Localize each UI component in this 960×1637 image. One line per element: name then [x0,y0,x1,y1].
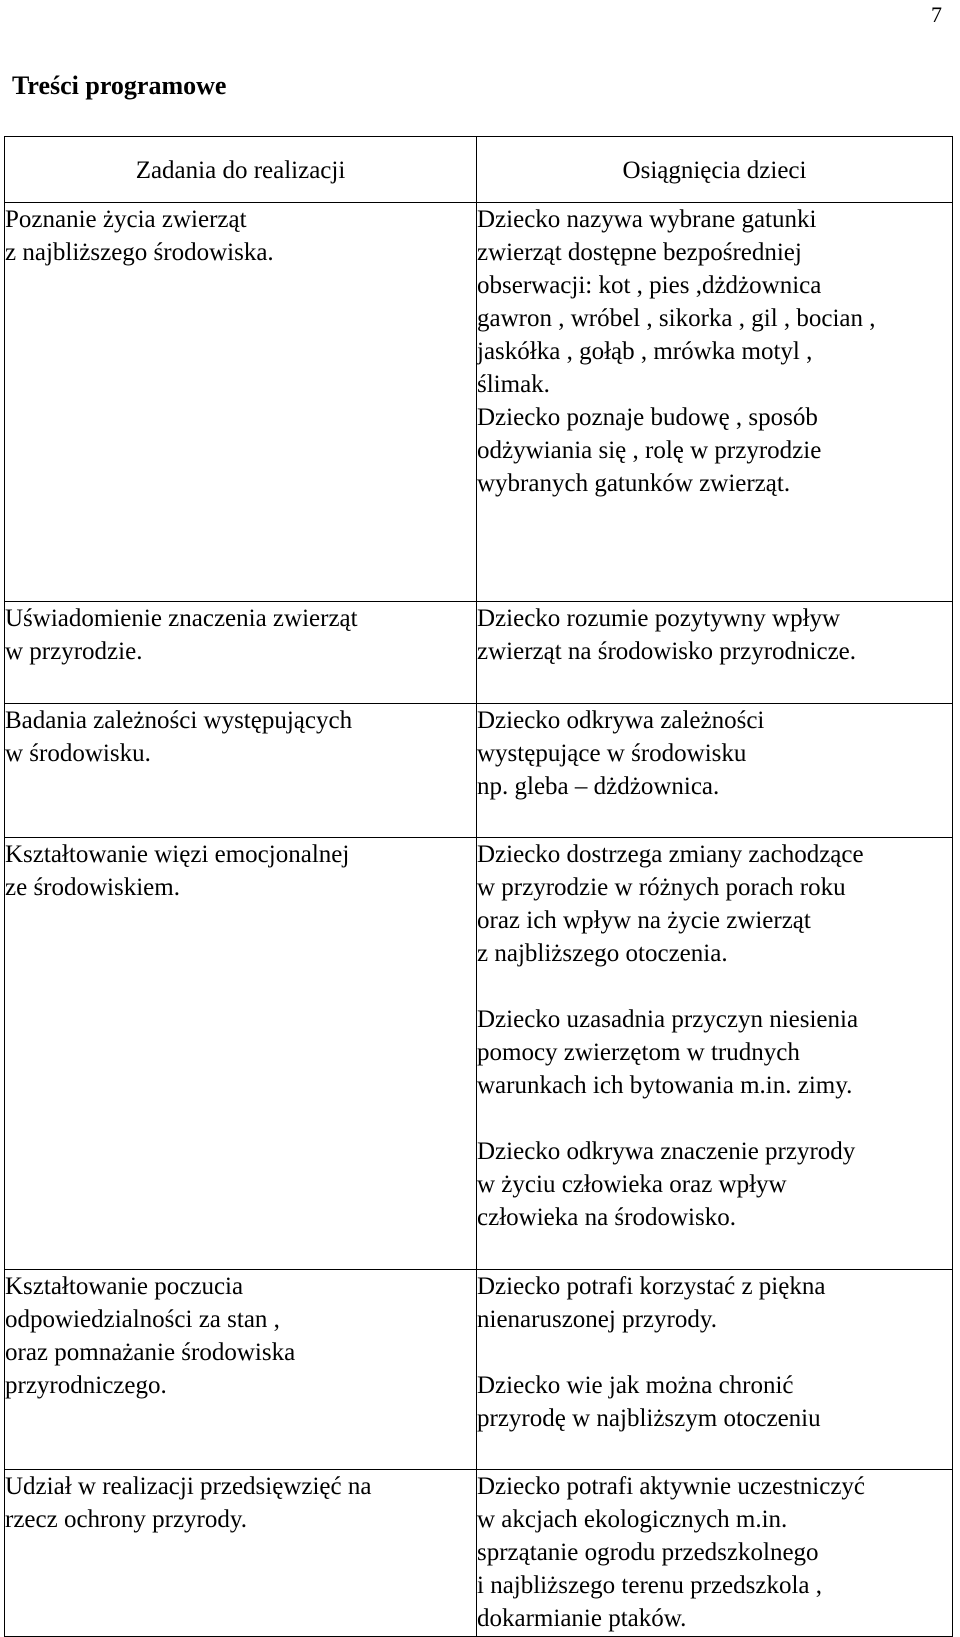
achievements-cell [477,704,953,838]
achievements-cell [477,1270,953,1470]
achievement-line: Dziecko odkrywa zależności [477,707,765,734]
table-row [5,838,953,1270]
task-line: rzecz ochrony przyrody. [5,1506,248,1533]
task-cell [5,838,477,1270]
task-line: Kształtowanie poczucia [5,1273,244,1300]
task-cell [5,1470,477,1637]
achievement-line: zwierząt dostępne bezpośredniej [477,239,802,266]
achievement-line: oraz ich wpływ na życie zwierząt [477,907,811,934]
task-line: odpowiedzialności za stan , [5,1306,280,1333]
achievement-paragraph [477,1369,952,1435]
program-table [4,136,953,1637]
achievement-line: człowieka na środowisko. [477,1204,736,1231]
achievement-line: Dziecko dostrzega zmiany zachodzące [477,841,864,868]
achievement-paragraph [477,1270,952,1336]
header-achievements: Osiągnięcia dzieci [477,137,953,203]
achievements-cell [477,203,953,602]
header-tasks: Zadania do realizacji [5,137,477,203]
achievement-line: dokarmianie ptaków. [477,1605,687,1632]
achievement-paragraph [477,1135,952,1234]
achievement-line: np. gleba – dżdżownica. [477,773,720,800]
task-text [5,1270,476,1402]
achievement-line: warunkach ich bytowania m.in. zimy. [477,1072,853,1099]
task-text [5,838,476,904]
achievement-line: w akcjach ekologicznych m.in. [477,1506,788,1533]
table-header-row [5,137,953,203]
achievement-line: obserwacji: kot , pies ,dżdżownica [477,272,822,299]
achievement-line: Dziecko potrafi aktywnie uczestniczyć [477,1473,866,1500]
achievements-cell [477,602,953,704]
table-row [5,704,953,838]
table-row [5,602,953,704]
task-cell [5,1270,477,1470]
achievement-paragraph [477,602,952,668]
achievement-line: nienaruszonej przyrody. [477,1306,717,1333]
achievement-line: jaskółka , gołąb , mrówka motyl , [477,338,813,365]
task-line: Badania zależności występujących [5,707,353,734]
page-number: 7 [931,2,942,27]
table-row [5,1270,953,1470]
achievement-line: Dziecko odkrywa znaczenie przyrody [477,1138,856,1165]
achievement-line: Dziecko potrafi korzystać z piękna [477,1273,826,1300]
achievement-line: przyrodę w najbliższym otoczeniu [477,1405,821,1432]
achievement-line: w przyrodzie w różnych porach roku [477,874,846,901]
task-line: przyrodniczego. [5,1372,167,1399]
achievement-line: Dziecko nazywa wybrane gatunki [477,206,817,233]
task-line: Kształtowanie więzi emocjonalnej [5,841,350,868]
achievements-cell [477,838,953,1270]
achievement-paragraph [477,704,952,803]
achievement-paragraph [477,1470,952,1635]
achievement-line: wybranych gatunków zwierząt. [477,470,791,497]
achievement-line: zwierząt na środowisko przyrodnicze. [477,638,857,665]
achievement-paragraph [477,838,952,970]
achievement-line: Dziecko uzasadnia przyczyn niesienia [477,1006,859,1033]
task-line: w środowisku. [5,740,151,767]
achievements-cell [477,1470,953,1637]
achievement-line: występujące w środowisku [477,740,747,767]
table-row [5,203,953,602]
task-line: w przyrodzie. [5,638,143,665]
task-line: ze środowiskiem. [5,874,180,901]
task-line: z najbliższego środowiska. [5,239,274,266]
task-line: Uświadomienie znaczenia zwierząt [5,605,358,632]
task-text [5,203,476,269]
section-title: Treści programowe [12,71,227,100]
task-line: Udział w realizacji przedsięwzięć na [5,1473,372,1500]
achievement-line: gawron , wróbel , sikorka , gil , bocian , [477,305,876,332]
achievement-line: z najbliższego otoczenia. [477,940,728,967]
achievement-line: pomocy zwierzętom w trudnych [477,1039,800,1066]
achievement-line: Dziecko rozumie pozytywny wpływ [477,605,841,632]
achievement-paragraph [477,203,952,401]
achievement-paragraph [477,1003,952,1102]
achievement-line: sprzątanie ogrodu przedszkolnego [477,1539,819,1566]
achievement-line: w życiu człowieka oraz wpływ [477,1171,787,1198]
task-text [5,602,476,668]
task-cell [5,203,477,602]
achievement-line: i najbliższego terenu przedszkola , [477,1572,822,1599]
achievement-line: ślimak. [477,371,550,398]
task-text [5,704,476,770]
achievement-line: Dziecko poznaje budowę , sposób [477,404,818,431]
achievement-line: Dziecko wie jak można chronić [477,1372,794,1399]
table-row [5,1470,953,1637]
task-cell [5,704,477,838]
achievement-paragraph [477,401,952,500]
task-cell [5,602,477,704]
achievement-line: odżywiania się , rolę w przyrodzie [477,437,822,464]
task-line: Poznanie życia zwierząt [5,206,247,233]
task-text [5,1470,476,1536]
task-line: oraz pomnażanie środowiska [5,1339,296,1366]
